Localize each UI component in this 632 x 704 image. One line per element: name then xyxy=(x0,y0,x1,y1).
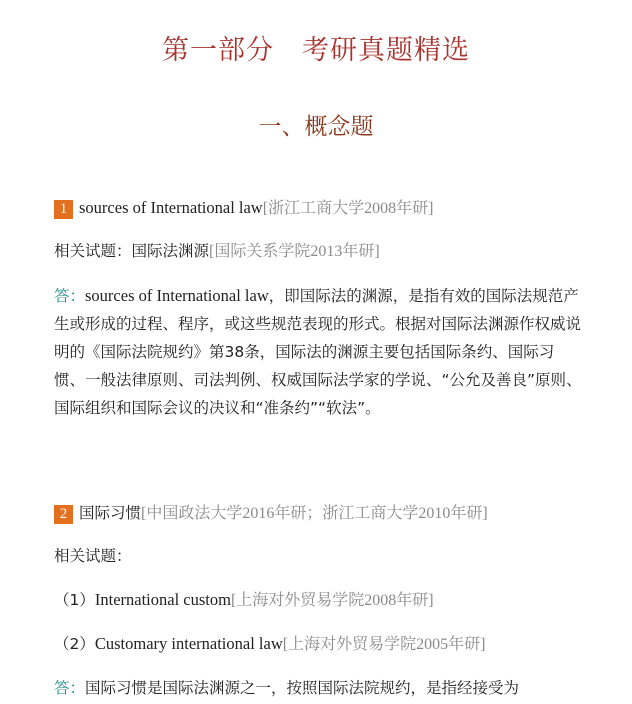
question-number-badge: 2 xyxy=(54,505,73,524)
related-label: 相关试题： xyxy=(54,547,132,565)
question-2-answer xyxy=(54,677,519,699)
related-item-index: （1） xyxy=(54,591,95,609)
question-2-heading xyxy=(54,502,488,525)
answer-term: sources of International law xyxy=(85,286,269,305)
answer-text: ，即国际法的渊源，是指有效的国际法规范产生或形成的过程、程序，或这些规范表现的形式。根据对国际法渊源作权威说明的《国际法院规约》第38条，国际法的渊源主要包括国际条约、国际习惯、一般法律原则、司法判例、权威国际法学家的学说、“公允及善良”原则、国际组织和国际会议的决议和“准条约”“软法”。 xyxy=(54,287,582,417)
related-item-source: [上海对外贸易学院2008年研] xyxy=(230,592,434,609)
section-title: 一、概念题 xyxy=(258,114,374,140)
question-1-related xyxy=(54,240,380,263)
related-item-source: [上海对外贸易学院2005年研] xyxy=(282,636,486,653)
question-source: [浙江工商大学2008年研] xyxy=(262,200,434,217)
question-1-answer xyxy=(54,282,584,422)
related-item xyxy=(54,633,485,656)
related-item-index: （2） xyxy=(54,635,95,653)
related-item-term: International custom xyxy=(94,590,231,609)
related-label: 相关试题： xyxy=(54,242,132,260)
related-item-term: Customary international law xyxy=(94,634,283,653)
answer-text: 国际习惯是国际法渊源之一，按照国际法院规约，是指经接受为 xyxy=(85,679,520,697)
related-term: 国际法渊源 xyxy=(131,242,210,260)
question-source: [中国政法大学2016年研；浙江工商大学2010年研] xyxy=(141,505,488,522)
answer-label: 答： xyxy=(54,679,86,697)
question-term: sources of International law xyxy=(79,198,263,217)
question-1-heading xyxy=(54,197,433,220)
related-source: [国际关系学院2013年研] xyxy=(209,243,380,260)
question-term: 国际习惯 xyxy=(79,504,142,522)
question-2-related xyxy=(54,545,132,567)
part-title: 第一部分 考研真题精选 xyxy=(162,35,470,66)
question-number-badge: 1 xyxy=(54,200,73,219)
related-item xyxy=(54,589,434,612)
answer-label: 答： xyxy=(54,287,86,305)
